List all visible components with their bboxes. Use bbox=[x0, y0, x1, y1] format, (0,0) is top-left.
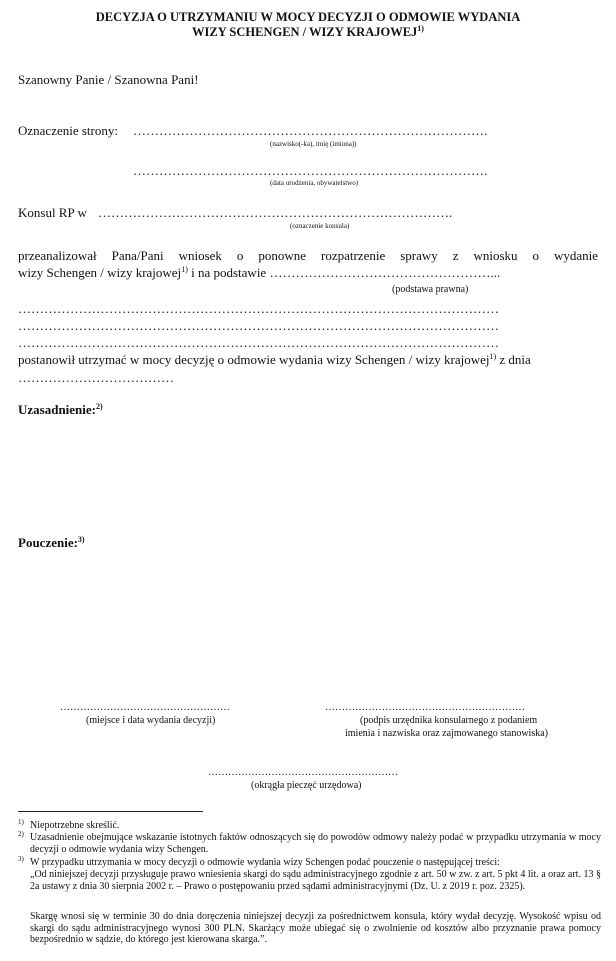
document-title-line1: DECYZJA O UTRZYMANIU W MOCY DECYZJI O ODMOWIE WYDANIA bbox=[95, 10, 521, 24]
legal-basis-dots-1[interactable]: ………………………………………………………………………………………………… bbox=[18, 301, 499, 316]
justification-heading bbox=[18, 402, 103, 418]
justification-footnote-ref: 2) bbox=[96, 402, 103, 411]
decision-line1 bbox=[18, 352, 598, 368]
title-text: WIZY SCHENGEN / WIZY KRAJOWEJ bbox=[192, 25, 418, 39]
place-date-dots[interactable]: …………………………………………… bbox=[60, 702, 230, 713]
signature-caption-line1: (podpis urzędnika konsularnego z podaniem bbox=[360, 715, 538, 726]
footnote-1-number: 1) bbox=[18, 818, 24, 826]
title-footnote-ref: 1) bbox=[417, 24, 424, 33]
decision-text: postanowił utrzymać w mocy decyzję o odmowie wydania wizy Schengen / wizy krajowej bbox=[18, 352, 490, 367]
place-date-caption: (miejsce i data wydania decyzji) bbox=[86, 715, 216, 726]
analysis-visa-text: wizy Schengen / wizy krajowej bbox=[18, 265, 182, 280]
footnote-1-text: Niepotrzebne skreślić. bbox=[30, 820, 120, 831]
analysis-legal-basis-field[interactable]: i na podstawie ……………………………………………... bbox=[187, 265, 501, 280]
decision-footnote-ref: 1) bbox=[489, 352, 497, 361]
signature-dots[interactable]: …………………………………………………… bbox=[325, 702, 525, 713]
legal-basis-caption: (podstawa prawna) bbox=[392, 284, 469, 295]
decision-date-field[interactable]: ……………………………… bbox=[18, 370, 174, 385]
footnote-3-quote-para1: „Od niniejszej decyzji przysługuje prawo wniesienia skargi do sądu administracyjnego zgodnie z art. 50 w zw. z art. 5 pkt 4 lit. a oraz art. 13 § 2a ustawy z dnia 30 sierpnia 2002 r. – Prawo o postępowaniu przed sądami administracyjnymi (Dz. U. z 2019 r. poz. 2325). bbox=[30, 869, 601, 892]
footnote-2-number: 2) bbox=[18, 830, 24, 838]
footnote-3-text: W przypadku utrzymania w mocy decyzji o odmowie wydania wizy Schengen podać pouczenie o następującej treści: bbox=[30, 857, 500, 868]
salutation: Szanowny Panie / Szanowna Pani! bbox=[18, 72, 199, 87]
analysis-footnote-ref: 1) bbox=[181, 265, 188, 274]
signature-caption-line2: imienia i nazwiska oraz zajmowanego stanowiska) bbox=[345, 728, 548, 739]
consul-caption: (oznaczenie konsula) bbox=[290, 222, 350, 230]
instruction-footnote-ref: 3) bbox=[77, 535, 85, 544]
consul-label: Konsul RP w bbox=[18, 205, 87, 220]
consul-field[interactable]: ………………………………………………………………………. bbox=[98, 205, 453, 220]
seal-dots[interactable]: ………………………………………………… bbox=[208, 767, 398, 778]
footnote-separator bbox=[18, 811, 203, 812]
analysis-line1: przeanalizował Pana/Pani wniosek o ponowne rozpatrzenie sprawy z wniosku o wydanie bbox=[18, 248, 598, 263]
legal-basis-dots-3[interactable]: ………………………………………………………………………………………………… bbox=[18, 335, 499, 350]
instruction-heading bbox=[18, 535, 85, 551]
party-label: Oznaczenie strony: bbox=[18, 123, 118, 138]
footnote-3-number: 3) bbox=[18, 855, 24, 863]
legal-basis-dots-2[interactable]: ………………………………………………………………………………………………… bbox=[18, 318, 499, 333]
footnote-3-quote-para2: Skargę wnosi się w terminie 30 do dnia doręczenia niniejszej decyzji za pośrednictwem konsula, który wydał decyzję. Wysokość wpisu od skargi do sądu administracyjnego wynosi 300 PLN. Skarżący może ubiegać się o zwolnienie od kosztów albo przyznanie prawa pomocy bezpośrednio w sądzie, do którego jest kierowana skarga.”. bbox=[30, 911, 601, 946]
party-name-caption: (nazwisko(-ka), imię (imiona)) bbox=[270, 140, 357, 148]
instruction-label: Pouczenie: bbox=[18, 535, 78, 550]
party-name-field[interactable]: ………………………………………………………………………. bbox=[133, 123, 488, 138]
analysis-line2 bbox=[18, 265, 598, 281]
party-birth-field[interactable]: ………………………………………………………………………. bbox=[133, 163, 488, 178]
justification-label: Uzasadnienie: bbox=[18, 402, 96, 417]
footnote-2-text: Uzasadnienie obejmujące wskazanie istotnych faktów odnoszących się do powodów odmowy należy podać w przypadku utrzymania w mocy decyzji o odmowie wydania wizy Schengen. bbox=[30, 832, 601, 855]
seal-caption: (okrągła pieczęć urzędowa) bbox=[251, 780, 362, 791]
party-birth-caption: (data urodzenia, obywatelstwo) bbox=[270, 179, 359, 187]
decision-date-label: z dnia bbox=[496, 352, 531, 367]
document-title-line2 bbox=[0, 25, 616, 40]
